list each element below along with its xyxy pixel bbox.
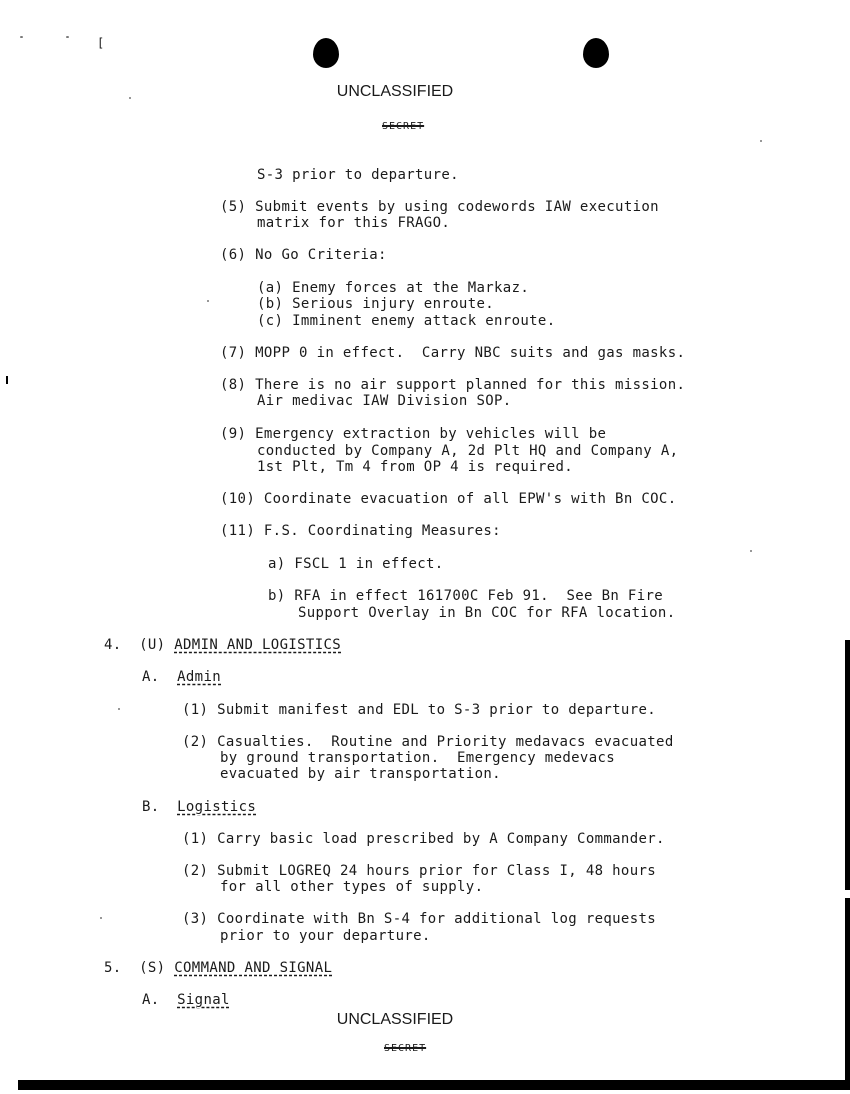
scan-edge-right xyxy=(845,640,850,890)
subsection-4a-heading xyxy=(142,669,221,685)
body-line: matrix for this FRAGO. xyxy=(257,215,451,231)
corner-bracket-mark: [ xyxy=(97,36,105,50)
section-5-number: 5. (S) xyxy=(104,960,175,976)
subsection-4b-heading xyxy=(142,799,256,815)
section-4-title: ADMIN AND LOGISTICS xyxy=(174,637,342,653)
punch-hole-right xyxy=(583,38,609,68)
body-line: (11) F.S. Coordinating Measures: xyxy=(220,523,501,539)
classification-top: UNCLASSIFIED xyxy=(336,83,454,100)
section-4-number: 4. (U) xyxy=(104,637,175,653)
punch-hole-left xyxy=(313,38,339,68)
body-line: (1) Carry basic load prescribed by A Company Commander. xyxy=(182,831,665,847)
scan-edge-bottom xyxy=(18,1080,850,1090)
scan-speck xyxy=(66,36,69,38)
body-line: (a) Enemy forces at the Markaz. xyxy=(257,280,530,296)
section-4-heading xyxy=(104,637,341,653)
subsection-5a-letter: A. xyxy=(142,992,178,1008)
body-line: Support Overlay in Bn COC for RFA location. xyxy=(298,605,676,621)
subsection-4a-title: Admin xyxy=(177,669,222,685)
body-line: conducted by Company A, 2d Plt HQ and Company A, xyxy=(257,443,679,459)
scan-speck xyxy=(20,36,23,38)
body-line: (6) No Go Criteria: xyxy=(220,247,387,263)
body-line: 1st Plt, Tm 4 from OP 4 is required. xyxy=(257,459,574,475)
section-5-heading xyxy=(104,960,332,976)
body-line: (9) Emergency extraction by vehicles will be xyxy=(220,426,607,442)
body-line: (10) Coordinate evacuation of all EPW's with Bn COC. xyxy=(220,491,677,507)
subsection-4a-letter: A. xyxy=(142,669,178,685)
body-line: S-3 prior to departure. xyxy=(257,167,459,183)
body-line: a) FSCL 1 in effect. xyxy=(268,556,444,572)
body-line: evacuated by air transportation. xyxy=(220,766,501,782)
scan-speck xyxy=(118,708,120,710)
body-line: (7) MOPP 0 in effect. Carry NBC suits and gas masks. xyxy=(220,345,686,361)
subsection-5a-heading xyxy=(142,992,230,1008)
body-line: (3) Coordinate with Bn S-4 for additional log requests xyxy=(182,911,657,927)
scan-edge-left xyxy=(6,376,8,384)
classification-bottom: UNCLASSIFIED xyxy=(336,1011,454,1028)
body-line: (c) Imminent enemy attack enroute. xyxy=(257,313,556,329)
scan-speck xyxy=(207,300,209,302)
scan-speck xyxy=(100,917,102,919)
body-line: prior to your departure. xyxy=(220,928,431,944)
subsection-4b-title: Logistics xyxy=(177,799,257,815)
body-line: (2) Casualties. Routine and Priority medavacs evacuated xyxy=(182,734,674,750)
body-line: for all other types of supply. xyxy=(220,879,484,895)
body-line: (b) Serious injury enroute. xyxy=(257,296,495,312)
section-5-title: COMMAND AND SIGNAL xyxy=(174,960,333,976)
body-line: (1) Submit manifest and EDL to S-3 prior to departure. xyxy=(182,702,657,718)
scan-speck xyxy=(760,140,762,142)
body-line: Air medivac IAW Division SOP. xyxy=(257,393,512,409)
subsection-5a-title: Signal xyxy=(177,992,230,1008)
body-line: b) RFA in effect 161700C Feb 91. See Bn Fire xyxy=(268,588,664,604)
body-line: by ground transportation. Emergency medevacs xyxy=(220,750,616,766)
struck-secret-bottom: SECRET xyxy=(384,1043,427,1054)
body-line: (5) Submit events by using codewords IAW execution xyxy=(220,199,659,215)
scan-edge-right-lower xyxy=(845,898,850,1080)
body-line: (8) There is no air support planned for this mission. xyxy=(220,377,686,393)
struck-secret-top: SECRET xyxy=(382,121,425,132)
body-line: (2) Submit LOGREQ 24 hours prior for Class I, 48 hours xyxy=(182,863,657,879)
scan-speck xyxy=(750,550,752,552)
subsection-4b-letter: B. xyxy=(142,799,178,815)
